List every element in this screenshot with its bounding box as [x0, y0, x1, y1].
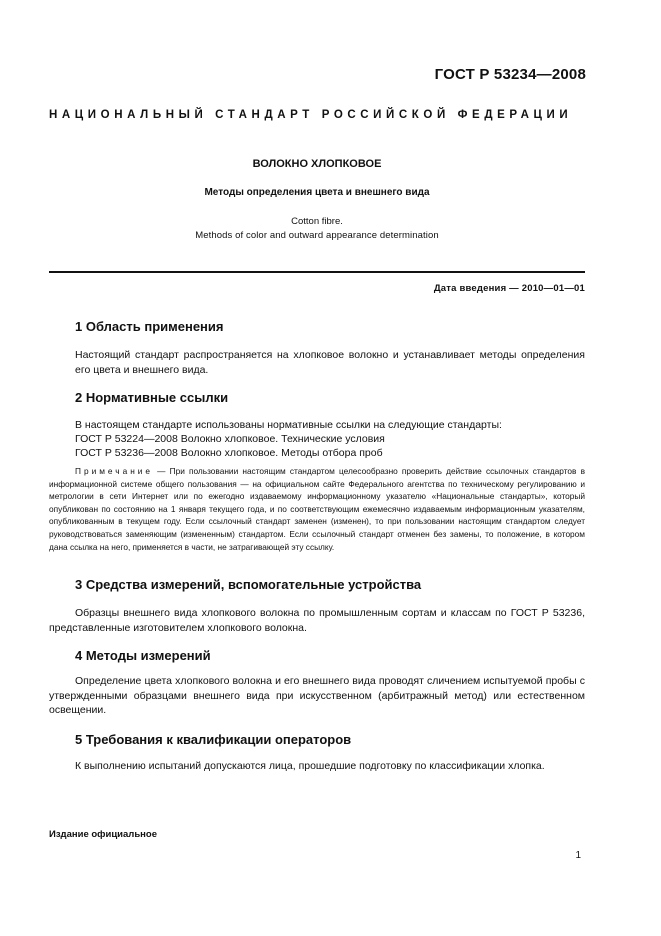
note-block	[49, 465, 585, 553]
section-4-heading: 4 Методы измерений	[75, 648, 211, 663]
section-5-text: К выполнению испытаний допускаются лица, прошедшие подготовку по классификации хлопка.	[75, 760, 545, 772]
section-2-heading: 2 Нормативные ссылки	[75, 390, 229, 405]
section-4-text: Определение цвета хлопкового волокна и его внешнего вида проводят сличением испытуемой пробы с утвержденными образцами внешнего вида при искусственном (арбитражный метод) или естественном освещении.	[49, 675, 585, 716]
note-text: — При пользовании настоящим стандартом целесообразно проверить действие ссылочных стандартов в информационной системе общего пользования — на официальном сайте Федерального агентства по техническому регулированию и метрологии в сети Интернет или по ежегодно издаваемому информационному указателю «Национальные стандарты», который опубликован по состоянию на 1 января текущего года, и по соответствующим ежемесячно издаваемым информационным указателям, опубликованным в текущем году. Если ссылочный стандарт заменен (изменен), то при пользовании настоящим стандартом следует руководствоваться заменяющим (измененным) стандартом. Если ссылочный стандарт отменен без замены, то положение, в котором дана ссылка на него, применяется в части, не затрагивающей эту ссылку.	[49, 466, 585, 552]
introduction-date: Дата введения — 2010—01—01	[433, 283, 585, 294]
section-2-intro: В настоящем стандарте использованы нормативные ссылки на следующие стандарты:	[75, 419, 502, 431]
horizontal-divider	[49, 271, 585, 273]
section-5-heading: 5 Требования к квалификации операторов	[75, 732, 352, 747]
document-subtitle: Методы определения цвета и внешнего вида	[204, 187, 430, 198]
document-title-english: Cotton fibre.	[291, 216, 343, 227]
section-1-heading: 1 Область применения	[75, 319, 224, 334]
reference-gost-53224: ГОСТ Р 53224—2008 Волокно хлопковое. Технические условия	[75, 433, 385, 445]
national-standard-banner: НАЦИОНАЛЬНЫЙ СТАНДАРТ РОССИЙСКОЙ ФЕДЕРАЦИИ	[49, 109, 573, 121]
note-label: Примечание	[75, 466, 154, 476]
page-number: 1	[575, 850, 581, 861]
reference-gost-53236: ГОСТ Р 53236—2008 Волокно хлопковое. Методы отбора проб	[75, 447, 383, 459]
document-subtitle-english: Methods of color and outward appearance determination	[195, 230, 439, 241]
document-number: ГОСТ Р 53234—2008	[434, 66, 586, 83]
section-1-text: Настоящий стандарт распространяется на хлопковое волокно и устанавливает методы определения его цвета и внешнего вида.	[75, 349, 585, 376]
official-edition-label: Издание официальное	[49, 829, 157, 840]
section-3-text: Образцы внешнего вида хлопкового волокна по промышленным сортам и классам по ГОСТ Р 53236, представленные изготовителем хлопкового волокна.	[49, 607, 585, 634]
section-3-heading: 3 Средства измерений, вспомогательные устройства	[75, 577, 422, 592]
document-title: ВОЛОКНО ХЛОПКОВОЕ	[252, 158, 382, 170]
